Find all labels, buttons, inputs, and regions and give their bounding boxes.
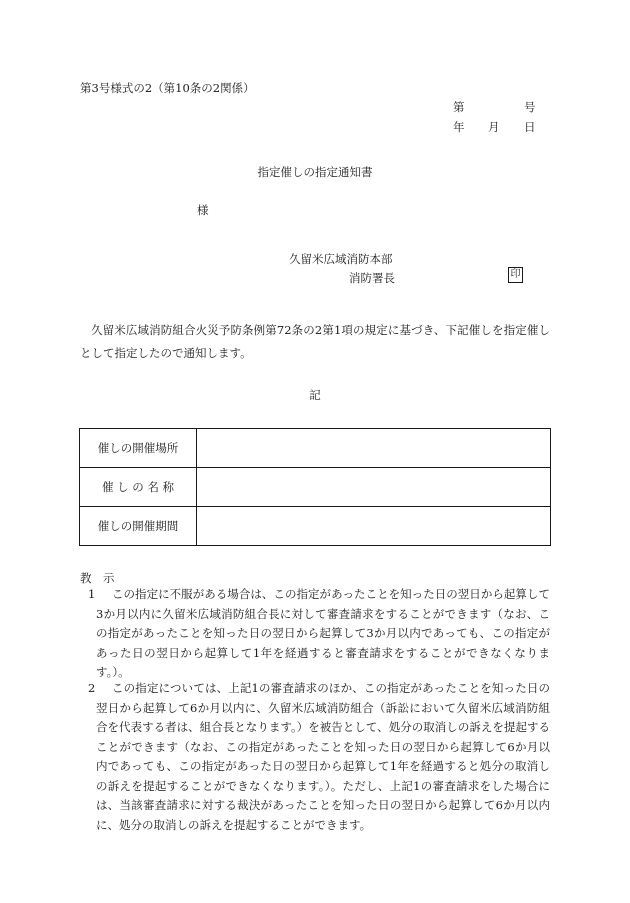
seal-stamp: 印 <box>508 267 523 283</box>
event-venue-label: 催しの開催場所 <box>80 429 197 468</box>
recipient-honorific: 様 <box>197 203 209 217</box>
table-row <box>80 468 551 507</box>
table-row <box>80 507 551 546</box>
document-number-suffix: 号 <box>524 100 536 114</box>
instruction-item-number: 1 <box>88 587 96 601</box>
date-month-label: 月 <box>488 120 500 134</box>
form-number: 第3号様式の2（第10条の2関係） <box>80 81 255 95</box>
date-year-label: 年 <box>453 120 465 134</box>
event-period-value <box>197 507 551 546</box>
document-title: 指定催しの指定通知書 <box>257 165 373 179</box>
event-name-label: 催 し の 名 称 <box>80 468 197 507</box>
table-row <box>80 429 551 468</box>
instruction-heading: 教 示 <box>80 571 115 585</box>
instruction-item-number: 2 <box>88 681 96 695</box>
issuer-title: 消防署長 <box>349 271 395 285</box>
instruction-item-text: この指定については、上記1の審査請求のほか、この指定があったことを知った日の翌日から起算して6か月以内に、久留米広域消防組合（訴訟において久留米広域消防組合を代表する者は、組合長となります。）を被告として、処分の取消しの訴えを提起することができます（なお、この指定があったことを知った日の翌日から起算して6か月以内であっても、この指定があった日の翌日から起算して1年を経過すると処分の取消しの訴えを提起することができなくなります。）。ただし、上記1の審査請求をした場合には、当該審査請求に対する裁決があったことを知った日の翌日から起算して6か月以内に、処分の取消しの訴えを提起することができます。 <box>96 681 550 832</box>
ki-heading: 記 <box>309 388 321 402</box>
issuer-organization: 久留米広域消防本部 <box>289 252 393 266</box>
instruction-item <box>80 585 550 683</box>
instruction-item-text: この指定に不服がある場合は、この指定があったことを知った日の翌日から起算して3か月以内に久留米広域消防組合長に対して審査請求をすることができます（なお、この指定があったことを知った日の翌日から起算して3か月以内であっても、この指定があった日の翌日から起算して1年を経過すると審査請求をすることができなくなります。）。 <box>96 587 550 679</box>
date-day-label: 日 <box>524 120 536 134</box>
instruction-item <box>80 679 550 835</box>
event-venue-value <box>197 429 551 468</box>
event-info-table <box>79 428 551 546</box>
document-number-prefix: 第 <box>453 100 465 114</box>
notice-body: 久留米広域消防組合火災予防条例第72条の2第1項の規定に基づき、下記催しを指定催しとして指定したので通知します。 <box>80 323 550 360</box>
event-period-label: 催しの開催期間 <box>80 507 197 546</box>
event-name-value <box>197 468 551 507</box>
